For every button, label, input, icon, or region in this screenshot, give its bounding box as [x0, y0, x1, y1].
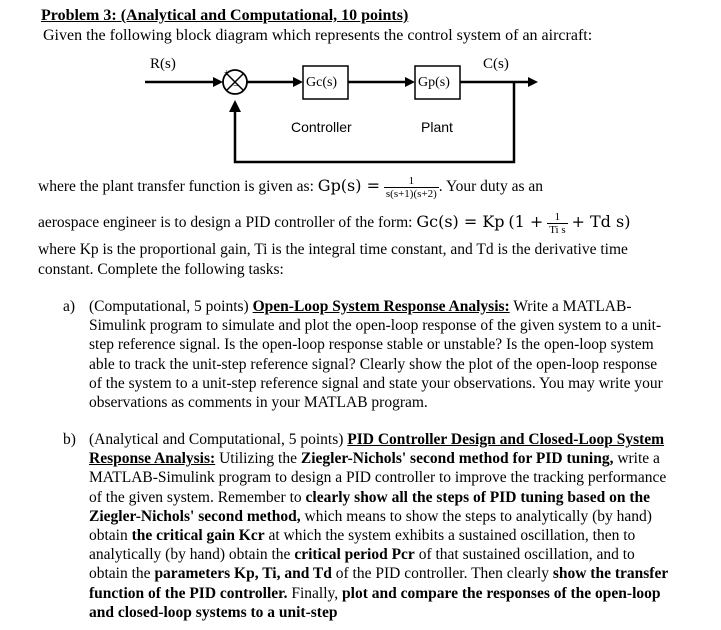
problem-title: Problem 3: (Analytical and Computational, 10 points): [41, 7, 409, 24]
task-a-body: (Computational, 5 points) Open-Loop System Response Analysis: Write a MATLAB-Simulink program to simulate and plot the open-loop response of the given system to a unit-step reference signal. Is the open-loop response stable or unstable? Is the open-loop system able to track the unit-step reference signal? Clearly show the plot of the open-loop response of the system to a unit-step reference signal and state your observations. You may write your observations as comments in your MATLAB program.: [89, 298, 663, 412]
constant-line: constant. Complete the following tasks:: [38, 261, 284, 278]
task-b: [63, 430, 671, 622]
task-a-label: a): [63, 298, 76, 315]
where-line: where Kp is the proportional gain, Ti is the integral time constant, and Td is the derivative time: [38, 241, 628, 258]
controller-caption: Controller: [291, 119, 352, 135]
task-a: [63, 297, 671, 412]
plus-sign: +: [224, 68, 230, 79]
plant-block-label: Gp(s): [418, 75, 450, 90]
minus-sign: −: [233, 81, 239, 92]
pid-line: aerospace engineer is to design a PID controller of the form: Gc(s) = Kp (1 + $\frac{1}{\text{Ti s}}$ + Td s): [38, 211, 631, 236]
task-b-body: (Analytical and Computational, 5 points) PID Controller Design and Closed-Loop System Response Analysis: Utilizing the Ziegler-Nichols' second method for PID tuning, write a MATLAB-Simulink program to design a PID controller to improve the tracking performance of the given system. Remember to clearly show all the steps of PID tuning based on the Ziegler-Nichols' second method, which means to show the steps to analytically (by hand) obtain the critical gain Kcr at which the system exhibits a sustained oscillation, then to analytically (by hand) obtain the critical period Pcr of that sustained oscillation, and to obtain the parameters Kp, Ti, and Td of the PID controller. Then clearly show the transfer function of the PID controller. Finally, plot and compare the responses of the open-loop and closed-loop systems to a unit-step: [89, 431, 668, 621]
block-diagram: [0, 0, 721, 180]
problem-intro: Given the following block diagram which represents the control system of an aircraft:: [43, 27, 593, 44]
plant-line: where the plant transfer function is given as: Gp(s) = $\frac{1}{s(s+1)(s+2)}$ . Your duty as an: [38, 175, 543, 200]
task-b-label: b): [63, 431, 76, 448]
plant-caption: Plant: [421, 119, 453, 135]
controller-block-label: Gc(s): [306, 75, 338, 90]
output-label: C(s): [483, 56, 509, 72]
input-label: R(s): [150, 56, 176, 72]
